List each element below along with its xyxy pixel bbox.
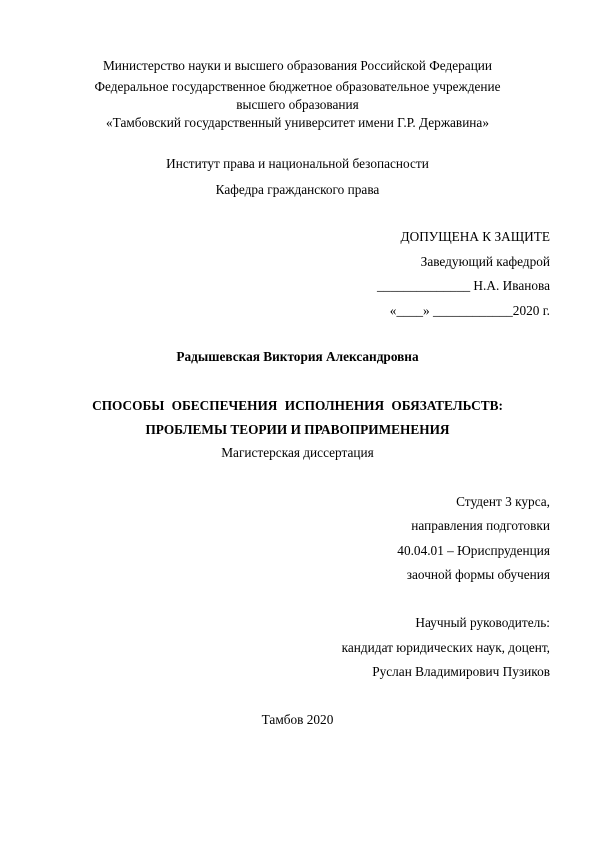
approval-title: ДОПУЩЕНА К ЗАЩИТЕ: [400, 229, 550, 244]
institution-type-line: Федеральное государственное бюджетное образовательное учреждение: [94, 79, 501, 94]
ministry-line: Министерство науки и высшего образования Российской Федерации: [102, 58, 493, 73]
city-year: Тамбов 2020: [261, 712, 334, 727]
student-course: Студент 3 курса,: [456, 494, 550, 509]
institute-line: Институт права и национальной безопасности: [166, 156, 429, 171]
supervisor-degree: кандидат юридических наук, доцент,: [341, 640, 550, 655]
chair-line: Кафедра гражданского права: [215, 182, 380, 197]
supervisor-label: Научный руководитель:: [415, 615, 550, 630]
student-direction-code: 40.04.01 – Юриспруденция: [397, 543, 550, 558]
thesis-type: Магистерская диссертация: [221, 445, 374, 460]
thesis-title-line1: СПОСОБЫ ОБЕСПЕЧЕНИЯ ИСПОЛНЕНИЯ ОБЯЗАТЕЛЬСТВ:: [92, 398, 503, 413]
author-name: Радышевская Виктория Александровна: [176, 349, 419, 364]
education-level-line: высшего образования: [236, 97, 359, 112]
university-line: «Тамбовский государственный университет имени Г.Р. Державина»: [106, 115, 489, 130]
student-study-form: заочной формы обучения: [406, 567, 550, 582]
approval-role: Заведующий кафедрой: [420, 254, 550, 269]
student-direction-label: направления подготовки: [411, 518, 550, 533]
approval-signature-line: ______________ Н.А. Иванова: [377, 278, 550, 293]
supervisor-name: Руслан Владимирович Пузиков: [372, 664, 550, 679]
thesis-title-line2: ПРОБЛЕМЫ ТЕОРИИ И ПРАВОПРИМЕНЕНИЯ: [145, 422, 450, 437]
approval-date-line: «____» ____________2020 г.: [389, 303, 550, 318]
